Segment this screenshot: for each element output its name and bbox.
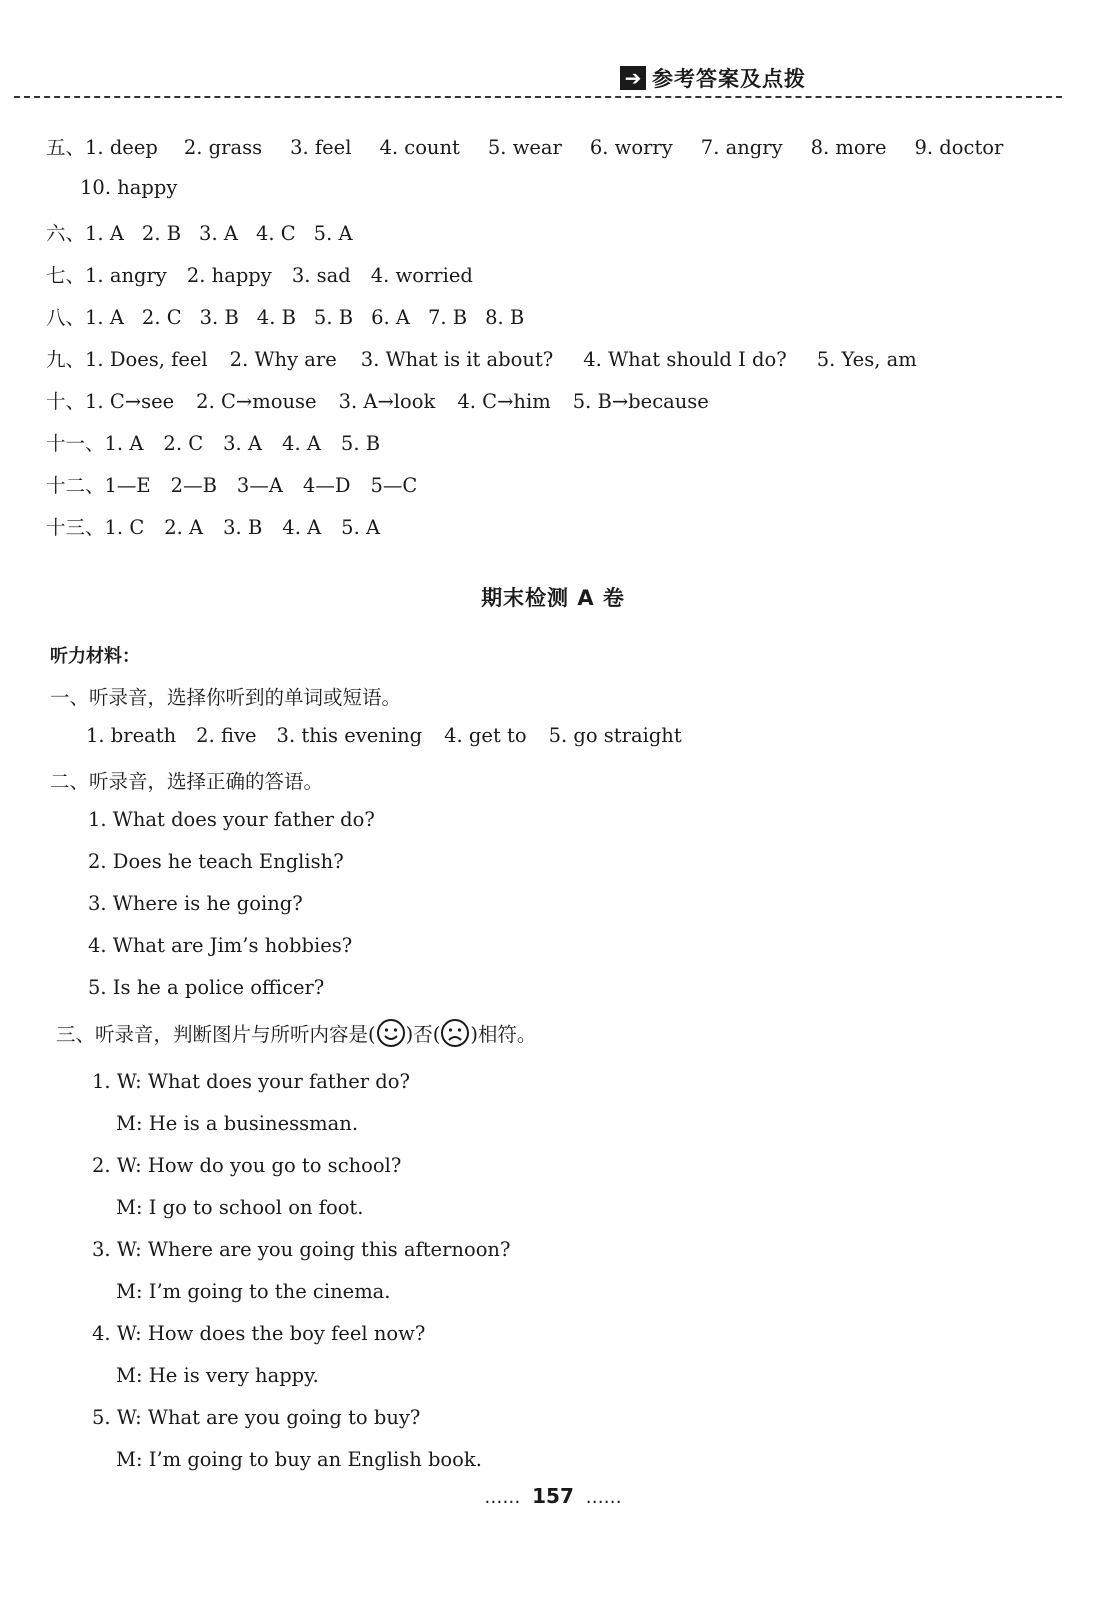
answer-row-5 <box>46 132 1003 160</box>
answer-item: 5. B→because <box>572 390 709 413</box>
answer-item: 5. B <box>340 432 381 455</box>
dialog-w-line: 1. W: What does your father do? <box>92 1070 410 1093</box>
answer-item: 1—E <box>104 474 151 497</box>
part3-heading-c: )相符。 <box>470 1023 537 1046</box>
header-title: 参考答案及点拨 <box>652 67 806 91</box>
footer-dots-left: …… <box>484 1487 521 1508</box>
answer-row-7 <box>46 260 473 288</box>
section-label: 十一、 <box>46 432 105 455</box>
answer-item: 7. angry <box>700 136 783 159</box>
answer-row-5-cont <box>80 176 177 199</box>
answer-item: 2. C→mouse <box>196 390 317 413</box>
answer-row-8 <box>46 302 524 330</box>
answer-item: 8. B <box>485 306 525 329</box>
sad-face-icon <box>440 1018 470 1048</box>
dialog-m-line: M: I’m going to buy an English book. <box>116 1448 482 1471</box>
part3-heading <box>56 1018 536 1048</box>
answer-item: 4. C→him <box>457 390 551 413</box>
dialog-w-line: 2. W: How do you go to school? <box>92 1154 402 1177</box>
answer-item: 3. feel <box>290 136 352 159</box>
answer-item: 2. A <box>164 516 204 539</box>
word-item: 2. five <box>196 724 257 747</box>
answer-item: 1. C→see <box>85 390 175 413</box>
section-label: 九、 <box>46 348 86 371</box>
question-item: 5. Is he a police officer? <box>88 976 325 999</box>
answer-item: 7. B <box>427 306 468 329</box>
answer-row-10 <box>46 386 709 414</box>
answer-row-12 <box>46 470 417 498</box>
question-item: 1. What does your father do? <box>88 808 375 831</box>
answer-item: 6. worry <box>589 136 673 159</box>
smiley-face-icon <box>376 1018 406 1048</box>
answer-item: 3. What is it about? <box>360 348 554 371</box>
question-item: 2. Does he teach English? <box>88 850 344 873</box>
part1-heading: 一、听录音，选择你听到的单词或短语。 <box>50 686 402 709</box>
answer-item: 1. A <box>85 306 124 329</box>
answer-item: 2. grass <box>183 136 263 159</box>
question-item: 4. What are Jim’s hobbies? <box>88 934 353 957</box>
section-label: 六、 <box>46 222 86 245</box>
answer-item: 6. A <box>371 306 410 329</box>
answer-item: 4. B <box>256 306 296 329</box>
answer-row-6 <box>46 218 353 246</box>
answer-row-13 <box>46 512 380 540</box>
answer-item: 8. more <box>810 136 887 159</box>
answer-item: 5. B <box>313 306 354 329</box>
answer-item: 3. B <box>199 306 239 329</box>
dialog-m-line: M: I’m going to the cinema. <box>116 1280 391 1303</box>
answer-row-9 <box>46 344 917 372</box>
answer-item: 3—A <box>236 474 283 497</box>
section-label: 七、 <box>46 264 86 287</box>
answer-item: 4. C <box>255 222 296 245</box>
answer-item: 3. sad <box>291 264 351 287</box>
answer-item: 5—C <box>370 474 418 497</box>
answer-item: 3. A <box>199 222 238 245</box>
answer-item: 1. Does, feel <box>85 348 208 371</box>
exam-title: 期末检测 A 卷 <box>481 586 625 610</box>
word-item: 3. this evening <box>276 724 423 747</box>
answer-item: 5. A <box>313 222 353 245</box>
dialog-w-line: 4. W: How does the boy feel now? <box>92 1322 426 1345</box>
answer-item: 1. deep <box>85 136 158 159</box>
answer-item: 10. happy <box>80 176 178 199</box>
answer-item: 4. worried <box>370 264 473 287</box>
dialog-m-line: M: I go to school on foot. <box>116 1196 364 1219</box>
answer-item: 4—D <box>302 474 351 497</box>
answer-item: 2. Why are <box>229 348 337 371</box>
answer-item: 9. doctor <box>914 136 1004 159</box>
page-header <box>620 62 806 94</box>
section-label: 十三、 <box>46 516 105 539</box>
answer-item: 4. What should I do? <box>583 348 787 371</box>
answer-item: 2. C <box>163 432 204 455</box>
answer-item: 4. count <box>379 136 460 159</box>
page-number: 157 <box>532 1484 574 1508</box>
answer-item: 3. B <box>223 516 263 539</box>
listening-label: 听力材料： <box>50 646 140 667</box>
answer-item: 1. A <box>85 222 124 245</box>
section-label: 五、 <box>46 136 86 159</box>
section-label: 十、 <box>46 390 86 413</box>
word-item: 1. breath <box>86 724 177 747</box>
question-item: 3. Where is he going? <box>88 892 303 915</box>
answer-item: 2. B <box>141 222 182 245</box>
part2-heading: 二、听录音，选择正确的答语。 <box>50 770 324 793</box>
page-footer <box>0 1484 1106 1508</box>
answer-item: 5. A <box>341 516 381 539</box>
answer-item: 2. happy <box>186 264 272 287</box>
answer-item: 4. A <box>282 516 322 539</box>
dialog-m-line: M: He is very happy. <box>116 1364 319 1387</box>
part1-items <box>86 724 682 747</box>
header-divider <box>14 96 1062 98</box>
answer-row-11 <box>46 428 380 456</box>
answer-item: 4. A <box>282 432 321 455</box>
word-item: 4. get to <box>444 724 527 747</box>
answer-item: 1. angry <box>85 264 167 287</box>
section-label: 八、 <box>46 306 86 329</box>
footer-dots-right: …… <box>585 1487 622 1508</box>
part3-heading-b: )否( <box>405 1023 441 1046</box>
answer-item: 5. Yes, am <box>816 348 917 371</box>
answer-item: 5. wear <box>487 136 562 159</box>
dialog-w-line: 3. W: Where are you going this afternoon? <box>92 1238 511 1261</box>
answer-item: 2. C <box>141 306 182 329</box>
dialog-w-line: 5. W: What are you going to buy? <box>92 1406 421 1429</box>
arrow-icon: ➔ <box>620 66 646 90</box>
dialog-m-line: M: He is a businessman. <box>116 1112 359 1135</box>
answer-item: 1. C <box>104 516 145 539</box>
answer-item: 1. A <box>104 432 144 455</box>
part3-heading-a: 三、听录音，判断图片与所听内容是( <box>56 1023 376 1046</box>
answer-item: 2—B <box>170 474 217 497</box>
answer-item: 3. A→look <box>338 390 436 413</box>
answer-item: 3. A <box>223 432 263 455</box>
section-label: 十二、 <box>46 474 105 497</box>
word-item: 5. go straight <box>548 724 682 747</box>
